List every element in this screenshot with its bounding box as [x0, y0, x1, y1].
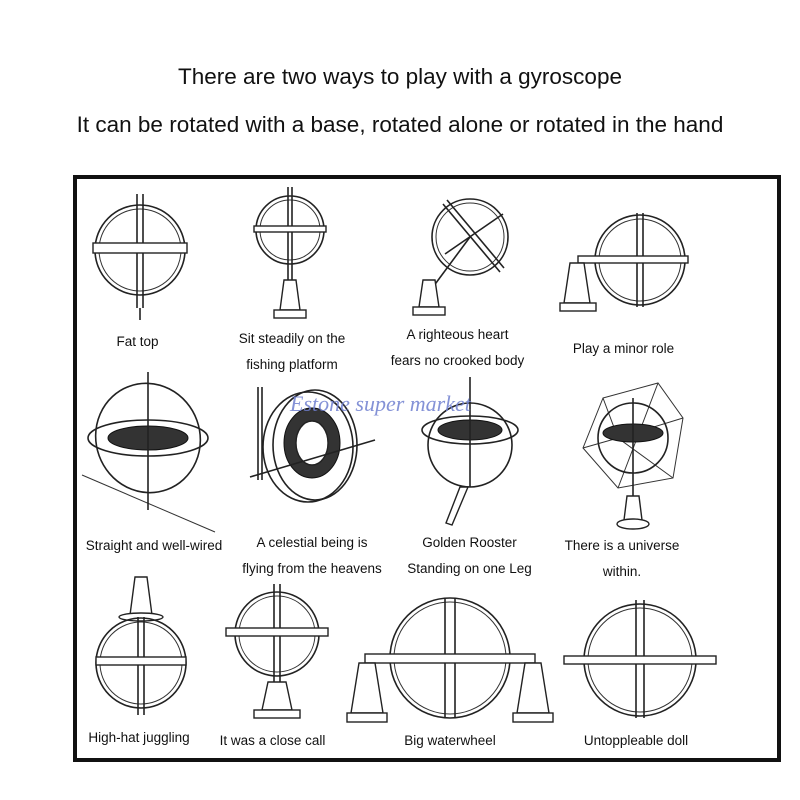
caption-universe-2: within. — [602, 564, 642, 579]
caption-close-call: It was a close call — [219, 733, 326, 748]
caption-universe-1: There is a universe — [564, 538, 680, 553]
heading-line-2: It can be rotated with a base, rotated alone or rotated in the hand — [76, 112, 724, 137]
gyroscope-tilted-figure — [405, 192, 520, 322]
caption-sit-steadily-1: Sit steadily on the — [238, 331, 346, 346]
caption-celestial-1: A celestial being is — [256, 535, 368, 550]
caption-waterwheel: Big waterwheel — [404, 733, 496, 748]
watermark-text: Estone super market — [290, 391, 471, 416]
caption-righteous-1: A righteous heart — [406, 327, 509, 342]
caption-straight: Straight and well-wired — [85, 538, 223, 553]
heading-line-1: There are two ways to play with a gyroscope — [178, 64, 622, 89]
gyroscope-minor-role-figure — [560, 205, 705, 320]
gyroscope-universe-figure — [578, 378, 688, 533]
gyroscope-fat-top-figure — [85, 190, 195, 325]
caption-high-hat: High-hat juggling — [88, 730, 190, 745]
caption-celestial-2: flying from the heavens — [242, 561, 382, 576]
gyroscope-high-hat-figure — [92, 575, 192, 720]
caption-untoppleable: Untoppleable doll — [583, 733, 689, 748]
gyroscope-straight-figure — [80, 370, 220, 535]
gyroscope-close-call-figure — [222, 582, 332, 722]
gyroscope-untoppleable-figure — [560, 598, 720, 723]
caption-minor-role: Play a minor role — [572, 341, 675, 356]
caption-fat-top: Fat top — [116, 334, 159, 349]
gyroscope-waterwheel-figure — [345, 588, 555, 728]
caption-rooster-2: Standing on one Leg — [407, 561, 532, 576]
gyroscope-sit-steadily-figure — [250, 185, 330, 325]
caption-righteous-2: fears no crooked body — [390, 353, 525, 368]
caption-sit-steadily-2: fishing platform — [246, 357, 338, 372]
caption-rooster-1: Golden Rooster — [422, 535, 517, 550]
